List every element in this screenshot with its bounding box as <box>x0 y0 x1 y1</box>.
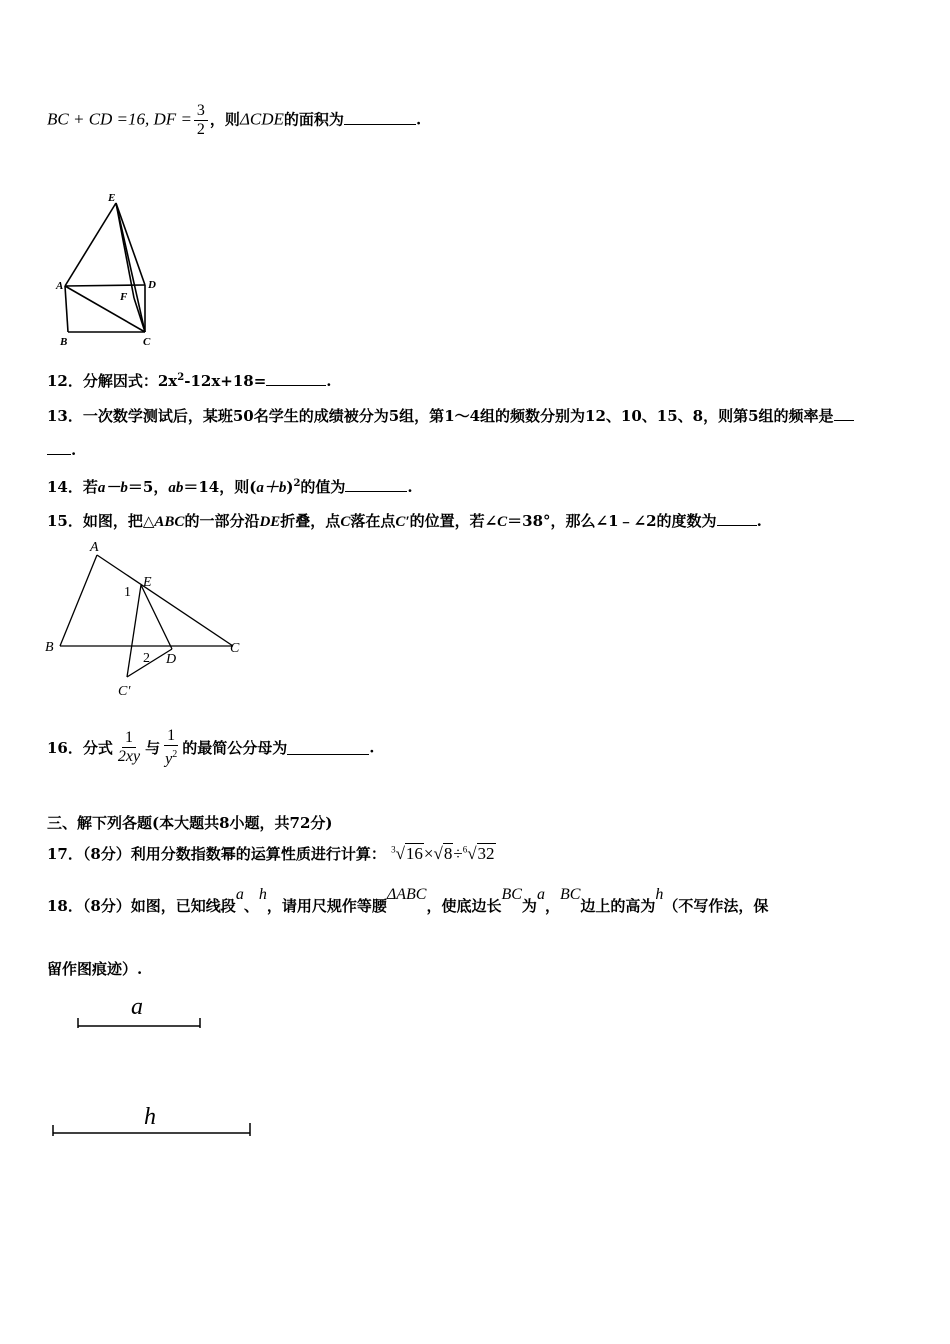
figure-segments <box>45 990 265 1150</box>
q15-line: 15．如图，把△ABC的一部分沿DE折叠，点C落在点C′的位置，若∠C＝38°，那么∠1﹣∠2的度数为 . <box>47 512 762 530</box>
label-b: B <box>60 336 68 348</box>
answer-blank[interactable] <box>344 110 416 125</box>
answer-blank[interactable] <box>717 511 757 526</box>
seg-ef <box>116 203 134 298</box>
q11-line: BC + CD =16, DF = $\frac{3}{2}$ ，则ΔCDE的面积为 . <box>47 102 422 138</box>
section-title: 三、解下列各题(本大题共8小题，共72分) <box>47 814 333 832</box>
label-d: D <box>166 652 177 667</box>
label-c: C <box>230 641 240 656</box>
seg-ab <box>60 555 97 646</box>
label-segment-h: h <box>144 1104 156 1130</box>
q12-line: 12．分解因式：$2x^2-12x+18=$ . <box>47 372 332 390</box>
label-c-prime: C′ <box>118 684 131 699</box>
label-a: A <box>90 540 99 555</box>
label-f: F <box>120 291 128 303</box>
label-b: B <box>45 640 54 655</box>
q11-triangle: ΔCDE <box>239 109 284 129</box>
q13-line1: 13．一次数学测试后，某班50名学生的成绩被分为5组，第1～4组的频数分别为12、10、15、8，则第5组的频率是 <box>47 405 854 426</box>
seg-ad <box>65 285 145 286</box>
fraction-2: $\frac{1}{y^2}$ <box>165 727 178 768</box>
q11-expr: BC + CD =16, DF = <box>47 109 192 129</box>
figure-rectangle-triangle <box>50 185 180 355</box>
seg-ae <box>65 203 116 286</box>
q13-line2: . <box>47 440 76 459</box>
q18-line1: 18．（8分）如图，已知线段a、h，请用尺规作等腰ΔABC，使底边长BC为a，BC边上的高为h（不写作法，保 <box>47 886 769 915</box>
q11-fraction: $\frac{3}{2}$ <box>194 102 208 139</box>
answer-blank-cont[interactable] <box>47 440 71 455</box>
seg-ac <box>97 555 233 646</box>
q16-line: 16．分式 $\frac{1}{2xy}$ 与 $\frac{1}{y^2}$ 的最简公分母为 . <box>47 727 375 768</box>
radical-expression: $^3$√16×√8÷$^6$√32 <box>391 844 495 863</box>
figure-folded-triangle <box>40 535 250 705</box>
answer-blank[interactable] <box>834 406 854 421</box>
answer-blank[interactable] <box>345 477 407 492</box>
label-e: E <box>143 575 152 590</box>
label-2: 2 <box>143 651 150 666</box>
label-e: E <box>108 192 116 204</box>
label-d: D <box>148 279 156 291</box>
q17-line: 17．（8分）利用分数指数幂的运算性质进行计算： $^3$√16×√8÷$^6$√32 <box>47 844 495 863</box>
label-1: 1 <box>124 585 131 600</box>
answer-blank[interactable] <box>266 371 326 386</box>
seg-ed <box>116 203 145 285</box>
q14-line: 14．若a－b＝5，ab＝14，则$(a+b)^2$的值为 . <box>47 478 413 496</box>
fraction-1: $\frac{1}{2xy}$ <box>117 729 141 766</box>
label-c: C <box>143 336 151 348</box>
answer-blank[interactable] <box>287 740 369 755</box>
label-segment-a: a <box>131 994 143 1020</box>
q18-line2: 留作图痕迹）. <box>47 960 143 978</box>
label-a: A <box>56 280 64 292</box>
seg-ab <box>65 286 68 332</box>
